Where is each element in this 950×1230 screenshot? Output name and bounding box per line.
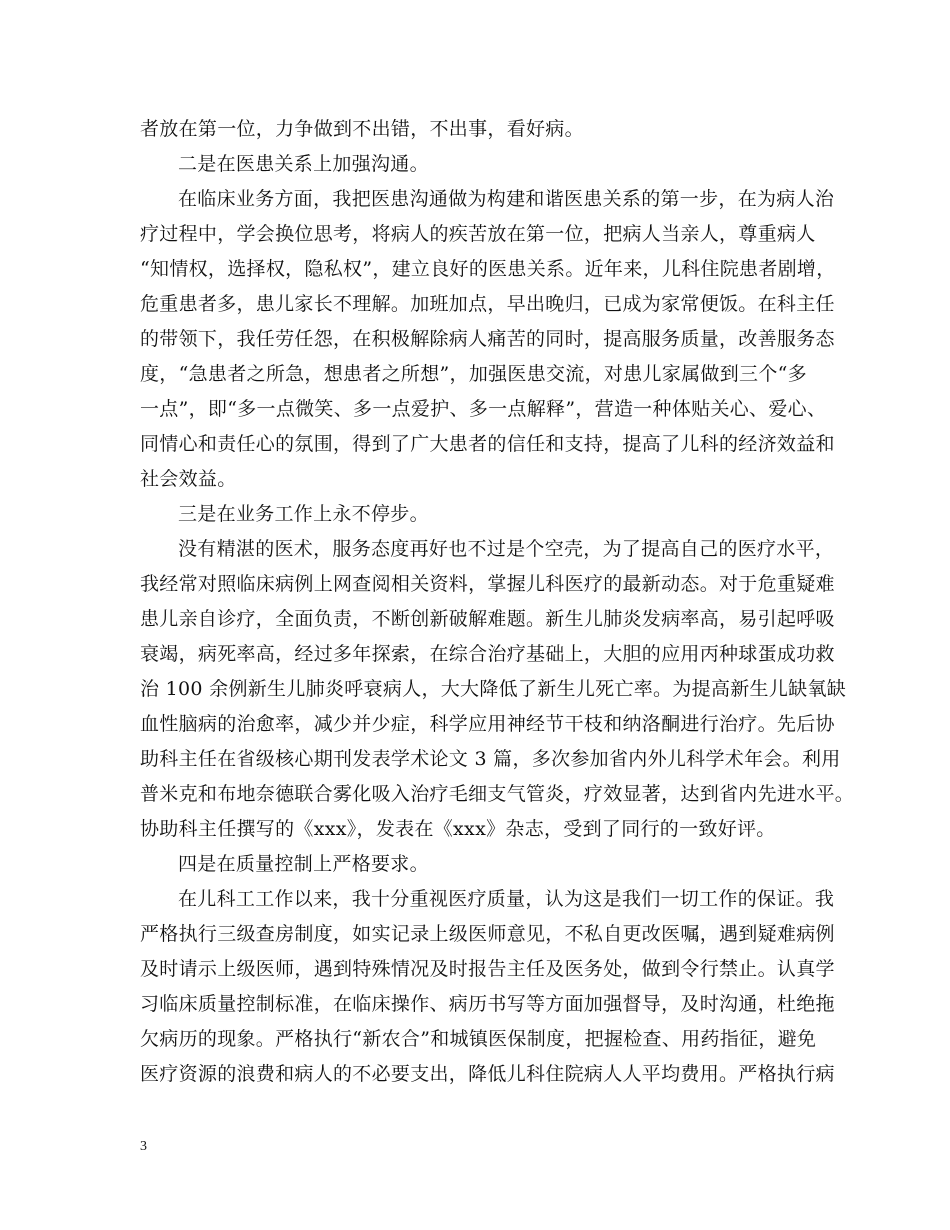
text-line: 在临床业务方面，我把医患沟通做为构建和谐医患关系的第一步，在为病人治 (178, 188, 835, 210)
text-line: 者放在第一位，力争做到不出错，不出事，看好病。 (140, 118, 584, 140)
text-line: 治 100 余例新生儿肺炎呼衰病人，大大降低了新生儿死亡率。为提高新生儿缺氧缺 (140, 678, 847, 700)
text-line: 一点”，即“多一点微笑、多一点爱护、多一点解释”，营造一种体贴关心、爱心、 (140, 398, 827, 420)
text-line: 协助科主任撰写的《xxx》，发表在《xxx》杂志，受到了同行的一致好评。 (140, 818, 776, 840)
text-line: 医疗资源的浪费和病人的不必要支出，降低儿科住院病人人平均费用。严格执行病 (140, 1063, 835, 1085)
text-line: 助科主任在省级核心期刊发表学术论文 3 篇，多次参加省内外儿科学术年会。利用 (140, 748, 841, 770)
text-line: 度，“急患者之所急，想患者之所想”，加强医患交流，对患儿家属做到三个“多 (140, 363, 807, 385)
text-line: 习临床质量控制标准，在临床操作、病历书写等方面加强督导，及时沟通，杜绝拖 (140, 993, 835, 1015)
text-line: 同情心和责任心的氛围，得到了广大患者的信任和支持，提高了儿科的经济效益和 (140, 433, 835, 455)
text-line: 普米克和布地奈德联合雾化吸入治疗毛细支气管炎，疗效显著，达到省内先进水平。 (140, 783, 855, 805)
text-line: 欠病历的现象。严格执行“新农合”和城镇医保制度，把握检查、用药指征，避免 (140, 1028, 817, 1050)
page-number: 3 (140, 1139, 147, 1154)
text-line: 社会效益。 (140, 468, 237, 490)
text-line: 患儿亲自诊疗，全面负责，不断创新破解难题。新生儿肺炎发病率高，易引起呼吸 (140, 608, 835, 630)
text-line: 衰竭，病死率高，经过多年探索，在综合治疗基础上，大胆的应用丙种球蛋成功救 (140, 643, 835, 665)
text-line: 严格执行三级查房制度，如实记录上级医师意见，不私自更改医嘱，遇到疑难病例 (140, 923, 835, 945)
section-heading: 四是在质量控制上严格要求。 (178, 853, 429, 875)
text-line: 危重患者多，患儿家长不理解。加班加点，早出晚归，已成为家常便饭。在科主任 (140, 293, 835, 315)
text-line: 血性脑病的治愈率，减少并少症，科学应用神经节干枝和纳洛酮进行治疗。先后协 (140, 713, 835, 735)
text-line: 没有精湛的医术，服务态度再好也不过是个空壳，为了提高自己的医疗水平， (178, 538, 835, 560)
section-heading: 二是在医患关系上加强沟通。 (178, 153, 429, 175)
section-heading: 三是在业务工作上永不停步。 (178, 503, 429, 525)
text-line: 及时请示上级医师，遇到特殊情况及时报告主任及医务处，做到令行禁止。认真学 (140, 958, 835, 980)
text-line: 我经常对照临床病例上网查阅相关资料，掌握儿科医疗的最新动态。对于危重疑难 (140, 573, 835, 595)
text-line: 的带领下，我任劳任怨，在积极解除病人痛苦的同时，提高服务质量，改善服务态 (140, 328, 835, 350)
text-line: 疗过程中，学会换位思考，将病人的疾苦放在第一位，把病人当亲人，尊重病人 (140, 223, 816, 245)
text-line: “知情权，选择权，隐私权”，建立良好的医患关系。近年来，儿科住院患者剧增， (140, 258, 836, 280)
text-line: 在儿科工工作以来，我十分重视医疗质量，认为这是我们一切工作的保证。我 (178, 888, 835, 910)
